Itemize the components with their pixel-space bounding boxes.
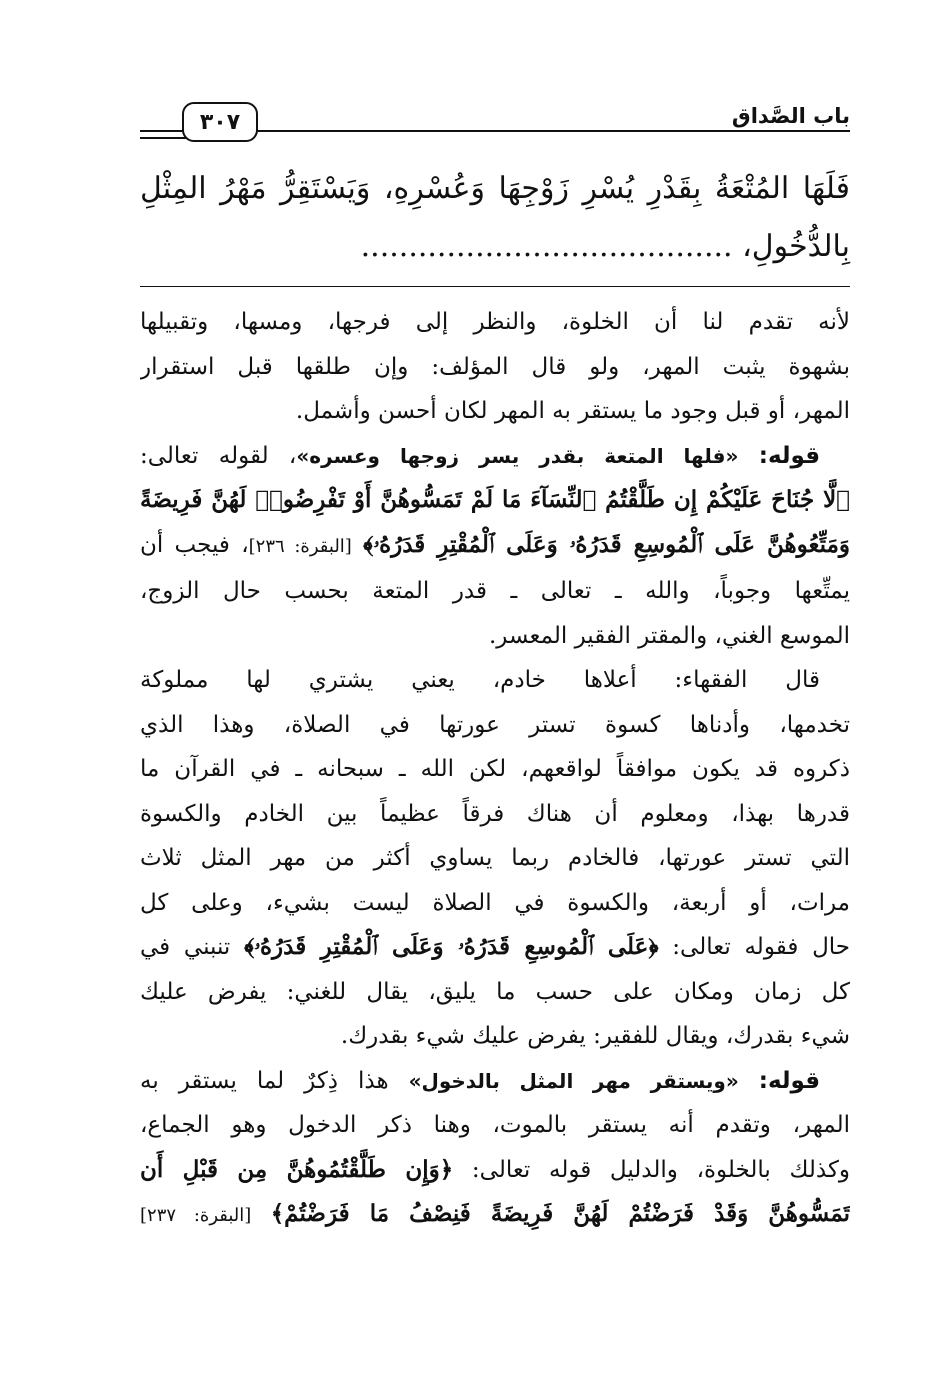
- ayah-line: ﴿لَّا جُنَاحَ عَلَيْكُمْ إِن طَلَّقْتُمُ ٱلنِّسَآءَ مَا لَمْ تَمَسُّوهُنَّ أَوْ تَفْرِضُوا۟ لَهُنَّ فَرِيضَةً: [140, 486, 850, 513]
- qawluhu-label: قوله:: [758, 442, 821, 469]
- text-span: وكذلك بالخلوة، والدليل قوله تعالى:: [471, 1156, 850, 1183]
- matn-block: [140, 160, 850, 276]
- text-line: كل زمان ومكان على حسب ما يليق، يقال للغني: يفرض عليك: [140, 978, 850, 1005]
- text-line: المهر، أو قبل وجود ما يستقر به المهر لكان أحسن وأشمل.: [295, 398, 850, 424]
- ayah-text: تَمَسُّوهُنَّ وَقَدْ فَرَضْتُمْ لَهُنَّ فَرِيضَةً فَنِصْفُ مَا فَرَضْتُمْ﴾: [270, 1200, 850, 1227]
- text-line: [140, 1192, 850, 1239]
- ayah-text: ﴿وَإِن طَلَّقْتُمُوهُنَّ مِن قَبْلِ أَن: [140, 1155, 454, 1183]
- text-line: [140, 1148, 850, 1193]
- commentary: [140, 300, 850, 1239]
- page-number: ٣٠٧: [182, 102, 258, 142]
- text-line: قدرها بهذا، ومعلوم أن هناك فرقاً عظيماً بين الخادم والكسوة: [140, 800, 850, 827]
- paragraph: [140, 434, 850, 659]
- text-line: [140, 523, 850, 570]
- paragraph: [140, 658, 850, 1059]
- matn-line: بِالدُّخُولِ، .......................................: [360, 229, 850, 264]
- running-title: باب الصَّداق: [731, 104, 850, 128]
- text-line: قال الفقهاء: أعلاها خادم، يعني يشتري لها مملوكة: [140, 667, 820, 693]
- text-span: ، فيجب أن: [140, 531, 249, 558]
- text-span: حال فقوله تعالى:: [672, 934, 850, 960]
- text-line: تخدمها، وأدناها كسوة تستر عورتها في الصلاة، وهذا الذي: [140, 711, 850, 738]
- text-span: هذا ذِكرٌ لما يستقر به: [140, 1067, 389, 1094]
- text-line: ذكروه قد يكون موافقاً لواقعهم، لكن الله ـ سبحانه ـ في القرآن ما: [140, 756, 850, 782]
- ayah-text: ﴿عَلَى ٱلْمُوسِعِ قَدَرُهُۥ وَعَلَى ٱلْمُقْتِرِ قَدَرُهُۥ﴾: [244, 933, 659, 960]
- text-line: التي تستر عورتها، فالخادم ربما يساوي أكثر من مهر المثل ثلاث: [140, 845, 850, 871]
- text-line: المهر، وتقدم أنه يستقر بالموت، وهنا ذكر الدخول وهو الجماع،: [140, 1112, 850, 1138]
- text-line: [140, 434, 850, 479]
- matn-quote: «فلها المتعة بقدر يسر زوجها وعسره»: [296, 443, 739, 468]
- text-line: [140, 925, 850, 970]
- text-line: شيء بقدرك، ويقال للفقير: يفرض عليك شيء بقدرك.: [340, 1023, 850, 1049]
- text-line: لأنه تقدم لنا أن الخلوة، والنظر إلى فرجها، ومسها، وتقبيلها: [140, 309, 850, 335]
- text-line: [140, 1059, 850, 1104]
- paragraph: [140, 300, 850, 434]
- page-header: [140, 96, 850, 148]
- ayah-reference: [البقرة: ٢٣٧]: [140, 1205, 252, 1226]
- text-line: الموسع الغني، والمقتر الفقير المعسر.: [488, 622, 850, 649]
- qawluhu-label: قوله:: [758, 1067, 821, 1094]
- ayah-reference: [البقرة: ٢٣٦]: [248, 535, 352, 557]
- matn-quote: «ويستقر مهر المثل بالدخول»: [408, 1068, 739, 1093]
- text-span: تنبني في: [140, 934, 231, 960]
- matn-line: فَلَهَا المُتْعَةُ بِقَدْرِ يُسْرِ زَوْجِهَا وَعُسْرِهِ، وَيَسْتَقِرُّ مَهْرُ المِثْلِ: [140, 171, 850, 206]
- text-span: ، لقوله تعالى:: [140, 442, 297, 469]
- ayah-text: وَمَتِّعُوهُنَّ عَلَى ٱلْمُوسِعِ قَدَرُهُۥ وَعَلَى ٱلْمُقْتِرِ قَدَرُهُۥ﴾: [363, 530, 850, 558]
- text-line: يمتِّعها وجوباً، والله ـ تعالى ـ قدر المتعة بحسب حال الزوج،: [140, 578, 850, 604]
- paragraph: [140, 1059, 850, 1239]
- text-line: مرات، أو أربعة، والكسوة في الصلاة ليست بشيء، وعلى كل: [140, 889, 850, 916]
- matn-separator: [140, 286, 850, 287]
- text-line: بشهوة يثبت المهر، ولو قال المؤلف: وإن طلقها قبل استقرار: [140, 353, 850, 380]
